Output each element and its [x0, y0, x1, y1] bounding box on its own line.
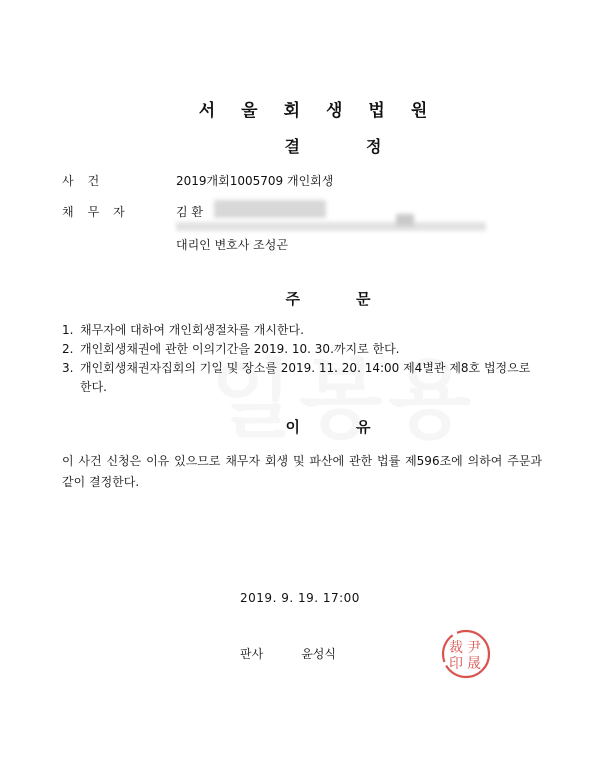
- judge-name: 윤성식: [301, 647, 336, 661]
- case-number: 2019개회1005709 개인회생: [176, 174, 334, 188]
- redacted-address-fragment: [396, 214, 414, 226]
- judge-title: 판사: [240, 647, 264, 661]
- order-item-text: 개인회생채권에 관한 이의기간을 2019. 10. 30.까지로 한다.: [80, 342, 400, 356]
- document-type-title: 결정: [284, 137, 448, 156]
- svg-text:印: 印: [449, 656, 463, 672]
- order-item-text: 채무자에 대하여 개인회생절차를 개시한다.: [80, 323, 304, 337]
- judge-signature-line: [240, 645, 374, 662]
- debtor-label: 채무자: [62, 205, 139, 219]
- svg-text:尹: 尹: [467, 640, 481, 656]
- decision-date: 2019. 9. 19. 17:00: [240, 591, 360, 605]
- redacted-name-block: [214, 200, 326, 218]
- order-item-number: 2.: [62, 342, 74, 356]
- order-item: [62, 321, 542, 340]
- order-item-number: 3.: [62, 361, 74, 375]
- case-label: 사건: [62, 174, 114, 188]
- judge-seal-stamp: [440, 628, 492, 680]
- order-item: [62, 340, 542, 359]
- debtor-name: 김 환: [176, 205, 203, 219]
- order-section-title: 주문: [285, 290, 427, 308]
- svg-text:晟: 晟: [467, 656, 481, 672]
- reason-section-title: 이유: [285, 418, 427, 436]
- debtor-agent: 대리인 변호사 조성곤: [176, 238, 288, 252]
- order-item-text: 개인회생채권자집회의 기일 및 장소를 2019. 11. 20. 14:00 제4별관 제8호 법정으로 한다.: [80, 361, 531, 394]
- redacted-address-block: [176, 222, 486, 231]
- svg-text:裁: 裁: [449, 640, 463, 656]
- order-list: [62, 321, 542, 397]
- reason-text: 이 사건 신청은 이유 있으므로 채무자 회생 및 파산에 관한 법률 제596조에 의하여 주문과 같이 결정한다.: [62, 454, 542, 489]
- order-item-number: 1.: [62, 323, 74, 337]
- order-item: [62, 359, 542, 397]
- court-name: 서울회생법원: [198, 101, 454, 121]
